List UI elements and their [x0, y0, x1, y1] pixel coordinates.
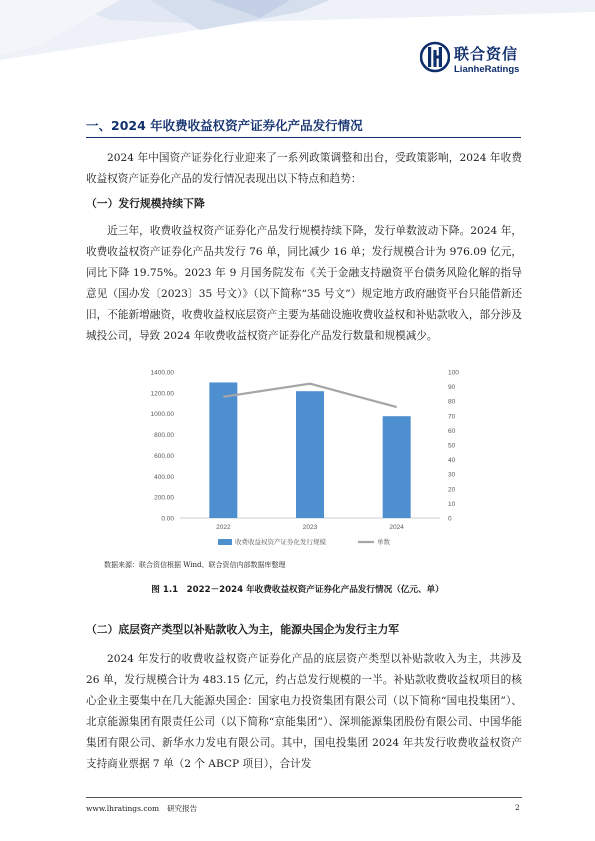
- legend-label-bar: 收费收益权资产证券化发行规模: [235, 538, 326, 546]
- brand-logo: [420, 40, 560, 80]
- y-tick-label-right: 70: [448, 413, 456, 421]
- y-tick-label-right: 50: [448, 442, 456, 450]
- brand-name-cn: 联合资信: [454, 45, 519, 63]
- y-tick-label-left: 400.00: [154, 473, 174, 481]
- y-tick-label-right: 80: [448, 398, 456, 406]
- y-tick-label-right: 60: [448, 427, 456, 435]
- y-tick-label-right: 40: [448, 457, 456, 465]
- footer-doc-type: 研究报告: [167, 804, 198, 813]
- y-tick-label-right: 0: [448, 515, 452, 523]
- y-tick-label-right: 20: [448, 486, 456, 494]
- y-tick-label-left: 1200.00: [150, 390, 174, 398]
- intro-text: 2024 年中国资产证券化行业迎来了一系列政策调整和出台，受政策影响，2024 年收费收益权资产证券化产品的发行情况表现出以下特点和趋势：: [86, 152, 522, 185]
- section-title-underline: [86, 137, 521, 138]
- figure-caption: 图 1.1 2022－2024 年收费收益权资产证券化产品发行情况（亿元、单）: [151, 585, 444, 595]
- legend-swatch-bar: [218, 539, 232, 545]
- source-note: 数据来源：联合资信根据 Wind、联合资信内部数据库整理: [104, 561, 286, 569]
- y-tick-label-right: 30: [448, 471, 456, 479]
- bar-2023: [296, 391, 324, 518]
- subsection-2-title: （二）底层资产类型以补贴款收入为主，能源央国企为发行主力军: [86, 623, 400, 636]
- bar-2022: [209, 382, 237, 518]
- y-tick-label-right: 100: [448, 369, 459, 377]
- bar-2024: [383, 416, 411, 518]
- footer-website[interactable]: www.lhratings.com: [86, 804, 160, 813]
- y-tick-label-left: 800.00: [154, 432, 174, 440]
- y-tick-label-left: 1400.00: [150, 369, 174, 377]
- y-tick-label-right: 10: [448, 500, 456, 508]
- footer-rule: [86, 797, 522, 798]
- footer-left: [86, 803, 205, 814]
- legend-label-line: 单数: [377, 538, 390, 546]
- section-title: 一、2024 年收费收益权资产证券化产品发行情况: [86, 118, 363, 133]
- y-tick-label-left: 200.00: [154, 494, 174, 502]
- y-tick-label-left: 600.00: [154, 452, 174, 460]
- x-tick-label: 2024: [389, 524, 404, 531]
- page-number: 2: [515, 803, 520, 812]
- issuance-chart: [100, 360, 500, 555]
- lianhe-logo-icon: [420, 40, 450, 74]
- y-tick-label-right: 90: [448, 384, 456, 392]
- x-tick-label: 2023: [302, 524, 318, 531]
- subsection-2-text: 2024 年发行的收费收益权资产证券化产品的底层资产类型以补贴款收入为主，共涉及 26 单，发行规模合计为 483.15 亿元，约占总发行规模的一半。补贴款收费收益权项目的核心企业主要集中在几大能源央国企：国家电力投资集团有限公司（以下简称“国电投集团”）、北京能源集团有限责任公司（以下简称“京能集团”）、深圳能源集团股份有限公司、中国华能集团有限公司、新华水力发电有限公司。其中，国电投集团 2024 年共发行收费收益权资产支持商业票据 7 单（2 个 ABCP 项目），合计发: [86, 653, 522, 770]
- x-tick-label: 2022: [216, 524, 231, 531]
- subsection-1-title: （一）发行规模持续下降: [86, 197, 205, 210]
- brand-name-en: LianheRatings: [454, 64, 520, 75]
- y-tick-label-left: 0.00: [161, 515, 174, 523]
- subsection-1-text: 近三年，收费收益权资产证券化产品发行规模持续下降，发行单数波动下降。2024 年，收费收益权资产证券化产品共发行 76 单，同比减少 16 单；发行规模合计为 976.09 亿元，同比下降 19.75%。2023 年 9 月国务院发布《关于金融支持融资平台债务风险化解的指导意见（国办发〔2023〕35 号文）》（以下简称“35 号文”）规定地方政府融资平台只能借新还旧，不能新增融资，收费收益权底层资产主要为基础设施收费收益权和补贴款收入，部分涉及城投公司，导致 2024 年收费收益权资产证券化产品发行数量和规模减少。: [86, 225, 522, 342]
- y-tick-label-left: 1000.00: [150, 411, 174, 419]
- subsection-1-paragraph: [86, 221, 522, 347]
- intro-paragraph: [86, 148, 522, 190]
- subsection-2-paragraph: [86, 649, 522, 775]
